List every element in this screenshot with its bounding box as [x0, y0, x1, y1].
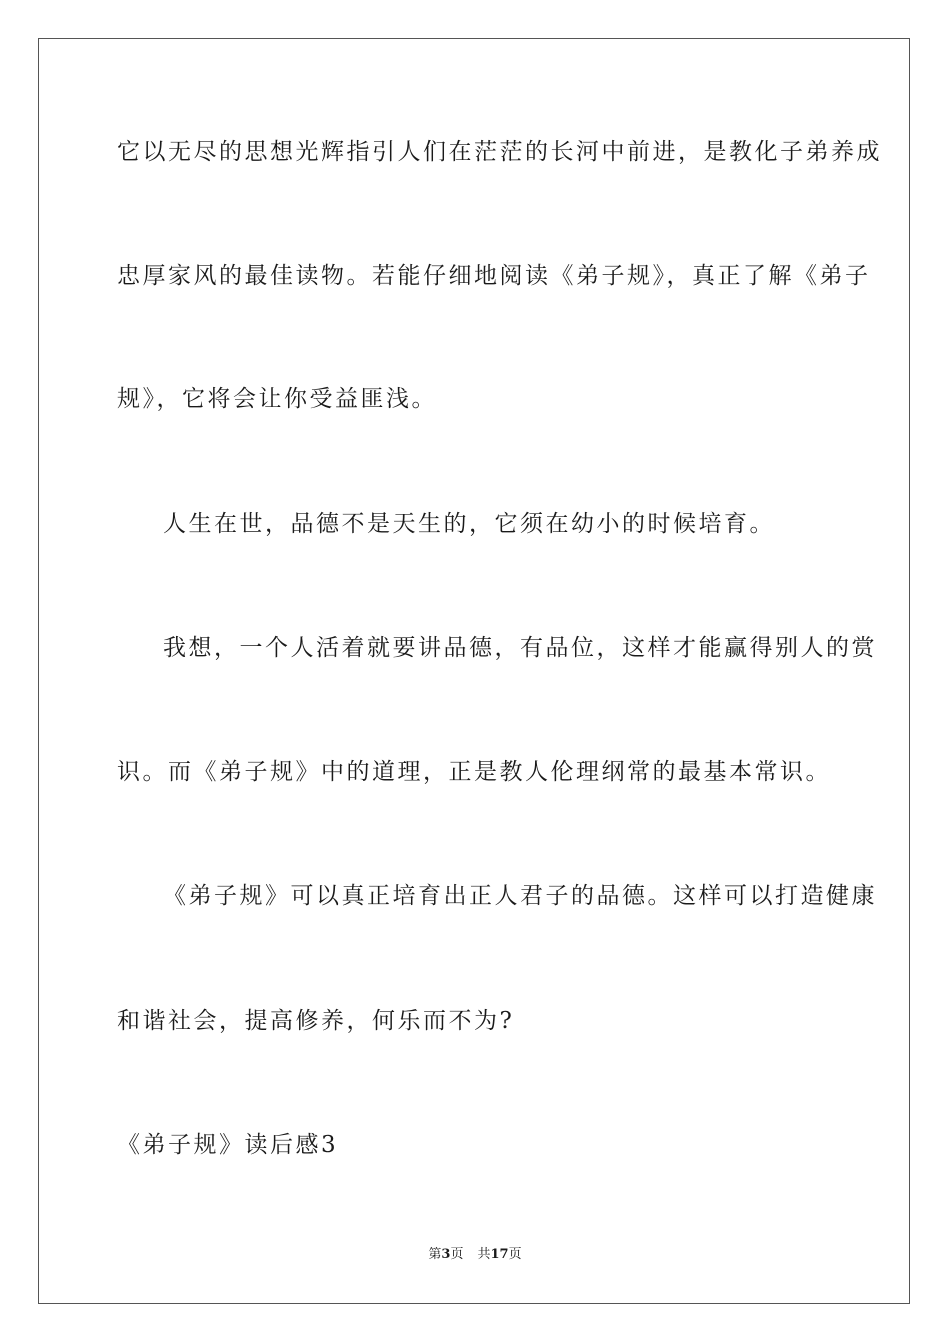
page-number: 3: [441, 1247, 451, 1262]
paragraph-line: 我想，一个人活着就要讲品德，有品位，这样才能赢得别人的赏: [163, 635, 877, 661]
section-heading: 《弟子规》读后感3: [117, 1132, 339, 1158]
page-prefix: 第: [428, 1247, 442, 1262]
total-prefix: 共: [477, 1247, 491, 1262]
total-pages: 17: [490, 1247, 509, 1262]
paragraph-line: 人生在世，品德不是天生的，它须在幼小的时候培育。: [163, 511, 775, 537]
paragraph-line: 识。而《弟子规》中的道理，正是教人伦理纲常的最基本常识。: [117, 759, 831, 785]
paragraph-line: 它以无尽的思想光辉指引人们在茫茫的长河中前进，是教化子弟养成: [117, 139, 882, 165]
paragraph-line: 忠厚家风的最佳读物。若能仔细地阅读《弟子规》，真正了解《弟子: [117, 263, 871, 289]
page-footer: [0, 1247, 950, 1263]
total-suffix: 页: [508, 1247, 522, 1262]
paragraph-line: 和谐社会，提高修养，何乐而不为?: [117, 1008, 515, 1034]
paragraph-line: 《弟子规》可以真正培育出正人君子的品德。这样可以打造健康: [163, 883, 877, 909]
paragraph-line: 规》，它将会让你受益匪浅。: [117, 386, 437, 412]
page-border: [38, 38, 910, 1304]
page-suffix: 页: [450, 1247, 464, 1262]
